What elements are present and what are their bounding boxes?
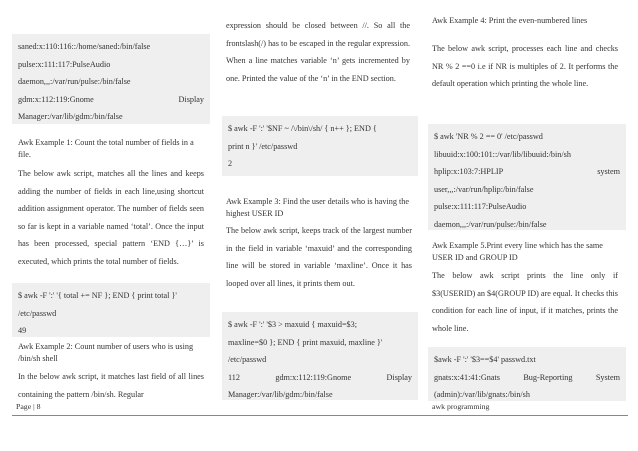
example-2-text: In the below awk script, it matches last field of all lines containing the pattern /bin/sh. Regular [18, 372, 204, 399]
example-3-heading: Awk Example 3: Find the user details who is having the highest USER ID [226, 197, 409, 218]
code-fragment: system [597, 167, 620, 176]
code-line: $ awk -F ':' '$NF ~ /\/bin\/sh/ { n++ }; END { [228, 124, 377, 133]
code-fragment: gnats:x:41:41:Gnats [434, 372, 500, 382]
code-line: print n }' /etc/passwd [228, 141, 298, 151]
code-block-example-4 [428, 124, 626, 230]
code-fragment: Display [386, 372, 412, 382]
regex-explanation-text: expression should be closed between //. So all the frontslash(/) has to be escaped in the regular expression. When a line matches variable ‘n’ gets incremented by one. Printed the value of the ‘n’ in the END section. [226, 21, 410, 83]
code-block-example-3 [222, 312, 418, 400]
example-4-text: The below awk script, processes each line and checks NR % 2 ==0 i.e if NR is multiples of 2. It performs the default operation which printing the whole line. [432, 44, 618, 88]
code-line: /etc/passwd [228, 355, 267, 364]
code-block-example-5 [428, 347, 626, 401]
code-line: pulse:x:111:117:PulseAudio [18, 59, 111, 69]
code-line: $ awk 'NR % 2 == 0' /etc/passwd [434, 132, 543, 141]
code-line: saned:x:110:116::/home/saned:/bin/false [18, 42, 151, 51]
code-line: daemon,,,:/var/run/pulse:/bin/false [18, 77, 131, 86]
example-1-text: The below awk script, matches all the lines and keeps adding the number of fields in each line,using shortcut addition assignment operator. The number of fields seen so far is kept in a variable named ‘total’. Once the input has been processed, special pattern ‘END {…}’ is executed, which prints the total number of fields. [18, 169, 204, 266]
code-line: /etc/passwd [18, 308, 57, 318]
code-fragment: gdm:x:112:119:Gnome [18, 94, 94, 104]
code-fragment: Display [178, 94, 204, 104]
code-line [18, 91, 204, 109]
example-5-heading: Awk Example 5.Print every line which has the same USER ID and GROUP ID [432, 241, 603, 262]
example-1-heading: Awk Example 1: Count the total number of fields in a file. [18, 138, 194, 159]
document-title: awk programming [432, 402, 490, 411]
code-line: user,,,:/var/run/hplip:/bin/false [434, 184, 534, 194]
code-fragment: gdm:x:112:119:Gnome [275, 372, 352, 382]
code-line: daemon,,,:/var/run/pulse:/bin/false [434, 219, 547, 229]
footer-divider [12, 415, 628, 416]
code-line: Manager:/var/lib/gdm:/bin/false [18, 112, 123, 121]
code-line: pulse:x:111:117:PulseAudio [434, 202, 527, 211]
example-2-heading: Awk Example 2: Count number of users who is using /bin/sh shell [18, 342, 194, 363]
code-line: (admin):/var/lib/gnats:/bin/sh [434, 390, 530, 399]
code-block-example-1 [12, 283, 210, 337]
code-fragment: Bug-Reporting [523, 372, 573, 382]
page-number: Page | 8 [16, 402, 41, 411]
code-fragment: 112 [228, 372, 240, 382]
code-line: Manager:/var/lib/gdm:/bin/false [228, 390, 333, 399]
code-line [228, 369, 412, 387]
code-line: $ awk -F ':' '{ total += NF }; END { print total }' [18, 291, 177, 300]
code-fragment: System [595, 372, 620, 382]
code-block-example-2 [222, 116, 418, 176]
code-block-passwd-output [12, 34, 210, 124]
example-4-heading: Awk Example 4: Print the even-numbered lines [432, 16, 588, 25]
code-line: 2 [228, 159, 233, 168]
code-line [434, 163, 620, 181]
example-3-text: The below awk script, keeps track of the largest number in the field in variable ‘maxuid’ and the corresponding line will be stored in variable ‘maxline’. Once it has looped over all lines, it prints them out. [226, 226, 412, 288]
code-fragment: hplip:x:103:7:HPLIP [434, 167, 504, 176]
example-5-text: The below awk script prints the line only if $3(USERID) an $4(GROUP ID) are equal. It checks this condition for each line of input, if it matches, prints the whole line. [432, 271, 618, 333]
code-line [434, 369, 620, 387]
code-line: maxline=$0 }; END { print maxuid, maxline }' [228, 337, 383, 347]
code-line: libuuid:x:100:101::/var/lib/libuuid:/bin/sh [434, 149, 571, 159]
code-line: $awk -F ':' '$3==$4' passwd.txt [434, 355, 536, 364]
code-line: $ awk -F ':' '$3 > maxuid { maxuid=$3; [228, 320, 358, 329]
code-line: 49 [18, 326, 27, 335]
